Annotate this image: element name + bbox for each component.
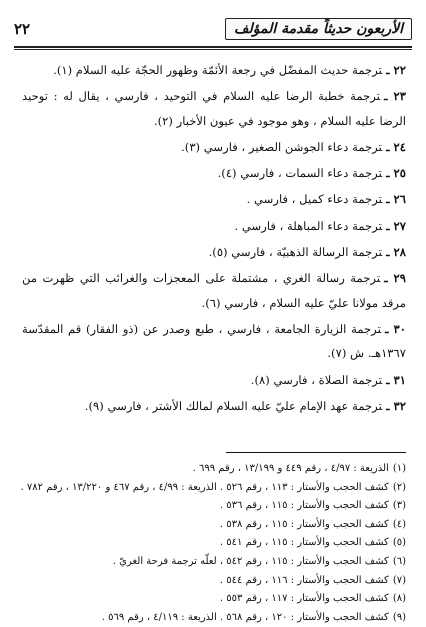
footnote-number: (٤) <box>392 518 406 530</box>
footnote-text: الذريعة : ٤/٩٧ ، رقم ٤٤٩ و ١٣/١٩٩ ، رقم ٦٩٩ . <box>192 463 389 474</box>
list-item <box>22 394 406 418</box>
item-number: ٢٦ ـ <box>386 192 406 207</box>
footnote <box>22 497 406 516</box>
footnote-text: كشف الحجب والأستار : ١١٥ ، رقم ٥٣٦ . <box>219 500 389 512</box>
footnote <box>22 516 406 535</box>
footnote-number: (٥) <box>392 537 406 549</box>
footnote-text: كشف الحجب والأستار : ١١٥ ، رقم ٥٤١ . <box>219 537 389 549</box>
header-rule-thin <box>14 49 412 50</box>
footnote-number: (٨) <box>392 593 406 605</box>
item-number: ٢٤ ـ <box>386 139 406 154</box>
footnote-number: (٣) <box>392 500 406 512</box>
footnote <box>22 609 406 627</box>
item-number: ٢٥ ـ <box>386 166 406 181</box>
item-text: ترجمة الرسالة الذهبيّة ، فارسي (٥). <box>208 245 383 260</box>
item-number: ٢٢ ـ <box>386 63 406 77</box>
footnote-separator <box>226 452 406 453</box>
footnotes <box>22 460 406 627</box>
list-item <box>22 161 406 185</box>
footnote-text: كشف الحجب والأستار : ١١٥ ، رقم ٥٣٨ . <box>219 518 389 530</box>
item-text: ترجمة دعاء المباهلة ، فارسي . <box>234 218 383 233</box>
item-text: ترجمة الصلاة ، فارسي (٨). <box>250 372 383 387</box>
item-number: ٢٣ ـ <box>384 89 407 104</box>
item-number: ٢٩ ـ <box>384 271 406 286</box>
item-text: ترجمة عهد الإمام عليّ عليه السلام لمالك الأشتر ، فارسي (٩). <box>84 398 383 413</box>
footnote-number: (٩) <box>392 611 406 623</box>
header-rule <box>14 46 412 48</box>
list-item <box>22 84 406 133</box>
footnote <box>22 590 406 609</box>
list-item <box>22 187 406 211</box>
list-item <box>22 240 406 264</box>
running-title: الأربعون حديثاً مقدمة المؤلف <box>225 18 412 40</box>
footnote-text: كشف الحجب والأستار : ١١٧ ، رقم ٥٥٣ . <box>219 593 389 605</box>
item-number: ٣٢ ـ <box>386 398 406 413</box>
footnote <box>22 479 406 498</box>
footnote-number: (٧) <box>392 574 406 586</box>
item-text: ترجمة دعاء الجوشن الصغير ، فارسي (٣). <box>181 139 383 154</box>
footnote <box>22 534 406 553</box>
page-header <box>14 16 412 42</box>
list-item <box>22 368 406 392</box>
item-text: ترجمة دعاء السمات ، فارسي (٤). <box>217 166 383 181</box>
footnote-number: (٦) <box>392 555 406 567</box>
item-text: ترجمة دعاء كميل ، فارسي . <box>246 192 383 207</box>
list-item <box>22 58 406 82</box>
footnote <box>22 553 406 572</box>
footnote-text: كشف الحجب والأستار : ١٢٠ ، رقم ٥٦٨ . الذريعة : ٤/١١٩ ، رقم ٥٦٩ . <box>101 611 389 623</box>
footnote <box>22 572 406 591</box>
item-text: ترجمة حديث المفضّل في رجعة الأئمّة وظهور الحجّة عليه السلام (١). <box>53 63 383 77</box>
item-number: ٣١ ـ <box>386 372 406 387</box>
footnote-text: كشف الحجب والأستار : ١١٣ ، رقم ٥٢٦ . الذريعة : ٤/٩٩ ، رقم ٤٦٧ و ١٣/٢٢٠ ، رقم ٧٨٢ . <box>20 481 389 493</box>
item-text: ترجمة خطبة الرضا عليه السلام في التوحيد ، فارسي ، يقال له : توحيد الرضا عليه السلام ، وهو موجود في عيون الأخبار (٢). <box>22 89 406 128</box>
footnote-number: (١) <box>392 463 406 474</box>
item-number: ٣٠ ـ <box>385 321 406 336</box>
item-number: ٢٧ ـ <box>386 218 406 233</box>
footnote-text: كشف الحجب والأستار : ١١٦ ، رقم ٥٤٤ . <box>219 574 389 586</box>
list-item <box>22 135 406 159</box>
page-number: ٢٢ <box>14 20 31 38</box>
item-text: ترجمة الزيارة الجامعة ، فارسي ، طبع وصدر عن (ذو الفقار) قم المقدّسة ١٣٦٧هـ. ش (٧). <box>22 321 406 361</box>
item-text: ترجمة رسالة الغري ، مشتملة على المعجزات والغرائب التي ظهرت من مرقد مولانا عليّ عليه السلام ، فارسي (٦). <box>22 271 406 310</box>
footnote <box>22 460 406 479</box>
footnote-number: (٢) <box>392 481 406 493</box>
footnote-text: كشف الحجب والأستار : ١١٥ ، رقم ٥٤٢ ، لعلّه ترجمة فرحة الغريّ . <box>112 555 389 567</box>
item-number: ٢٨ ـ <box>386 245 406 260</box>
list-item <box>22 266 406 315</box>
list-item <box>22 214 406 238</box>
translation-list <box>22 58 406 420</box>
list-item <box>22 317 406 366</box>
